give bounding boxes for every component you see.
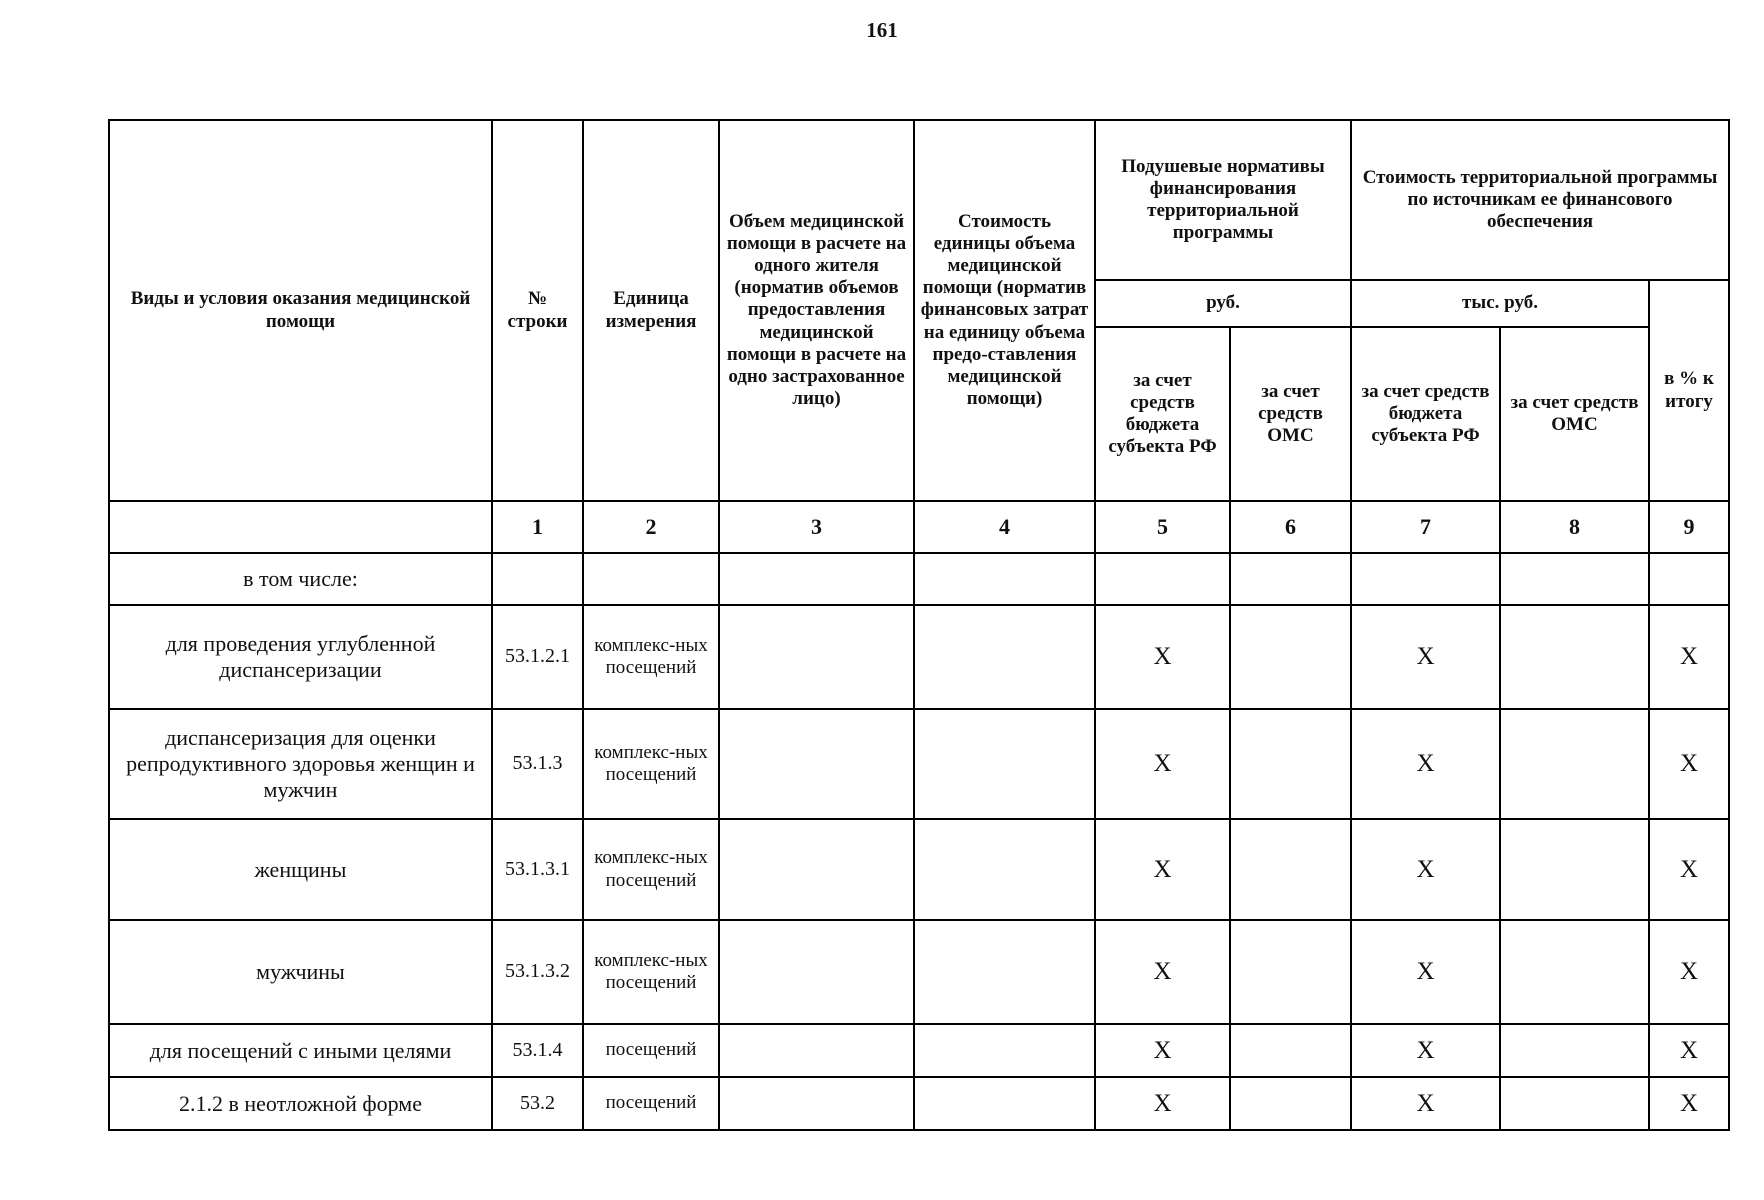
row-cell bbox=[914, 709, 1095, 819]
row-unit: комплекс-ных посещений bbox=[583, 819, 719, 920]
row-cell bbox=[1500, 819, 1649, 920]
row-cell: X bbox=[1095, 1077, 1230, 1130]
row-cell bbox=[1649, 553, 1729, 605]
row-cell: X bbox=[1095, 1024, 1230, 1077]
column-number: 1 bbox=[492, 501, 583, 553]
row-cell: X bbox=[1095, 709, 1230, 819]
header-row-number: № строки bbox=[492, 120, 583, 501]
row-cell bbox=[1500, 1077, 1649, 1130]
row-cell bbox=[1230, 1024, 1351, 1077]
medical-care-table bbox=[108, 119, 1730, 1131]
row-number bbox=[492, 553, 583, 605]
row-cell: X bbox=[1351, 709, 1500, 819]
row-cell bbox=[719, 553, 914, 605]
row-cell: X bbox=[1351, 605, 1500, 709]
row-name: для проведения углубленной диспансеризации bbox=[109, 605, 492, 709]
row-cell: X bbox=[1351, 920, 1500, 1024]
row-number: 53.1.3 bbox=[492, 709, 583, 819]
column-number: 9 bbox=[1649, 501, 1729, 553]
row-cell: X bbox=[1095, 605, 1230, 709]
row-cell bbox=[914, 553, 1095, 605]
row-unit: комплекс-ных посещений bbox=[583, 920, 719, 1024]
row-cell bbox=[1230, 605, 1351, 709]
row-cell bbox=[1351, 553, 1500, 605]
row-cell bbox=[719, 605, 914, 709]
header-volume: Объем медицинской помощи в расчете на одного жителя (норматив объемов предоставления медицинской помощи в расчете на одно застрахованное лицо) bbox=[719, 120, 914, 501]
row-name: 2.1.2 в неотложной форме bbox=[109, 1077, 492, 1130]
row-cell bbox=[914, 920, 1095, 1024]
column-number: 2 bbox=[583, 501, 719, 553]
row-cell: X bbox=[1095, 920, 1230, 1024]
row-cell bbox=[914, 605, 1095, 709]
row-cell bbox=[914, 1077, 1095, 1130]
header-budget-2: за счет средств бюджета субъекта РФ bbox=[1351, 327, 1500, 501]
row-cell bbox=[719, 819, 914, 920]
row-cell bbox=[1230, 819, 1351, 920]
table-row bbox=[109, 709, 1729, 819]
table-row bbox=[109, 1077, 1729, 1130]
table-row bbox=[109, 819, 1729, 920]
header-unit-cost: Стоимость единицы объема медицинской помощи (норматив финансовых затрат на единицу объема предо-ставления медицинской помощи) bbox=[914, 120, 1095, 501]
row-cell: X bbox=[1649, 1077, 1729, 1130]
row-cell: X bbox=[1351, 1024, 1500, 1077]
column-number: 5 bbox=[1095, 501, 1230, 553]
row-name: мужчины bbox=[109, 920, 492, 1024]
header-per-capita: Подушевые нормативы финансирования территориальной программы bbox=[1095, 120, 1351, 280]
row-cell bbox=[1230, 553, 1351, 605]
column-number-row bbox=[109, 501, 1729, 553]
row-unit: комплекс-ных посещений bbox=[583, 709, 719, 819]
row-cell bbox=[1230, 920, 1351, 1024]
row-number: 53.1.2.1 bbox=[492, 605, 583, 709]
row-number: 53.1.3.1 bbox=[492, 819, 583, 920]
row-number: 53.1.4 bbox=[492, 1024, 583, 1077]
header-budget: за счет средств бюджета субъекта РФ bbox=[1095, 327, 1230, 501]
row-cell: X bbox=[1351, 1077, 1500, 1130]
column-number bbox=[109, 501, 492, 553]
row-cell bbox=[1230, 709, 1351, 819]
row-name: диспансеризация для оценки репродуктивного здоровья женщин и мужчин bbox=[109, 709, 492, 819]
header-unit: Единица измерения bbox=[583, 120, 719, 501]
row-cell bbox=[1500, 553, 1649, 605]
column-number: 4 bbox=[914, 501, 1095, 553]
header-rub: руб. bbox=[1095, 280, 1351, 327]
column-number: 6 bbox=[1230, 501, 1351, 553]
row-cell: X bbox=[1649, 819, 1729, 920]
column-number: 3 bbox=[719, 501, 914, 553]
row-unit: комплекс-ных посещений bbox=[583, 605, 719, 709]
row-cell: X bbox=[1649, 920, 1729, 1024]
row-unit bbox=[583, 553, 719, 605]
row-unit: посещений bbox=[583, 1077, 719, 1130]
column-number: 8 bbox=[1500, 501, 1649, 553]
row-cell: X bbox=[1351, 819, 1500, 920]
row-cell bbox=[1230, 1077, 1351, 1130]
row-cell bbox=[719, 709, 914, 819]
row-cell: X bbox=[1649, 605, 1729, 709]
row-cell bbox=[1500, 1024, 1649, 1077]
row-cell bbox=[719, 920, 914, 1024]
header-program-cost: Стоимость территориальной программы по источникам ее финансового обеспечения bbox=[1351, 120, 1729, 280]
column-number: 7 bbox=[1351, 501, 1500, 553]
row-cell bbox=[1500, 709, 1649, 819]
row-cell bbox=[914, 1024, 1095, 1077]
header-thousand-rub: тыс. руб. bbox=[1351, 280, 1649, 327]
header-kind: Виды и условия оказания медицинской помощи bbox=[109, 120, 492, 501]
header-percent: в % к итогу bbox=[1649, 280, 1729, 501]
row-cell bbox=[1500, 605, 1649, 709]
row-cell bbox=[914, 819, 1095, 920]
header-oms: за счет средств ОМС bbox=[1230, 327, 1351, 501]
row-number: 53.1.3.2 bbox=[492, 920, 583, 1024]
table-row bbox=[109, 553, 1729, 605]
row-name: для посещений с иными целями bbox=[109, 1024, 492, 1077]
table-row bbox=[109, 605, 1729, 709]
row-cell: X bbox=[1095, 819, 1230, 920]
row-cell bbox=[1500, 920, 1649, 1024]
row-number: 53.2 bbox=[492, 1077, 583, 1130]
row-name: женщины bbox=[109, 819, 492, 920]
row-cell: X bbox=[1649, 709, 1729, 819]
row-cell bbox=[1095, 553, 1230, 605]
row-unit: посещений bbox=[583, 1024, 719, 1077]
table-row bbox=[109, 1024, 1729, 1077]
table-row bbox=[109, 920, 1729, 1024]
row-cell bbox=[719, 1024, 914, 1077]
header-oms-2: за счет средств ОМС bbox=[1500, 327, 1649, 501]
row-cell: X bbox=[1649, 1024, 1729, 1077]
row-name: в том числе: bbox=[109, 553, 492, 605]
page-number: 161 bbox=[866, 18, 898, 42]
row-cell bbox=[719, 1077, 914, 1130]
